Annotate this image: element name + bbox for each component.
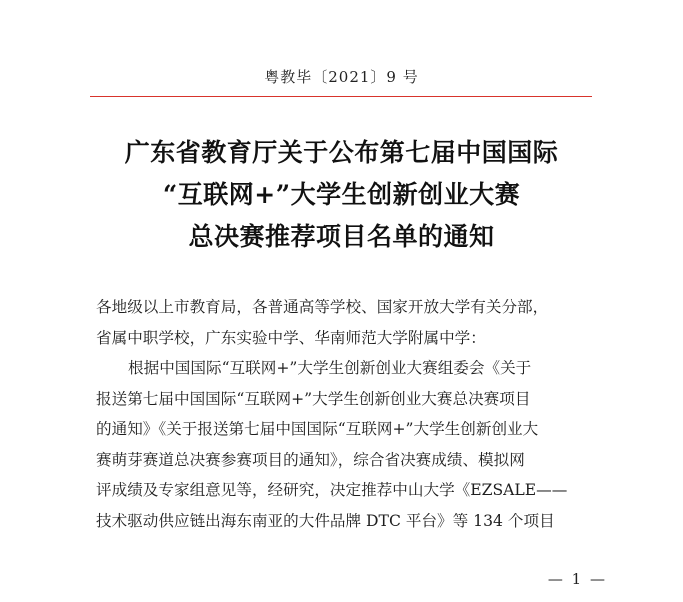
document-body (96, 292, 616, 536)
document-number: 粤教毕〔2021〕9 号 (264, 68, 419, 86)
red-header-rule (90, 96, 592, 97)
body-line-4: 赛萌芽赛道总决赛参赛项目的通知》，综合省决赛成绩、模拟网 (96, 450, 525, 469)
body-line-6: 技术驱动供应链出海东南亚的大件品牌 DTC 平台》等 134 个项目 (96, 511, 555, 530)
body-paragraph (96, 353, 616, 536)
salutation-line-1: 各地级以上市教育局，各普通高等学校、国家开放大学有关分部， (96, 298, 549, 316)
body-line-2: 报送第七届中国国际“互联网+”大学生创新创业大赛总决赛项目 (96, 389, 531, 408)
title-line-2: “互联网+”大学生创新创业大赛 (162, 180, 521, 209)
document-title (0, 132, 683, 258)
salutation-line-2: 省属中职学校，广东实验中学、华南师范大学附属中学： (96, 328, 486, 347)
salutation (96, 292, 616, 353)
body-line-3: 的通知》《关于报送第七届中国国际“互联网+”大学生创新创业大 (96, 420, 539, 438)
body-line-5: 评成绩及专家组意见等，经研究，决定推荐中山大学《EZSALE—— (96, 481, 568, 499)
page-number: — 1 — (547, 570, 607, 588)
body-line-1: 根据中国国际“互联网+”大学生创新创业大赛组委会《关于 (128, 359, 532, 377)
title-line-3: 总决赛推荐项目名单的通知 (188, 222, 495, 251)
title-line-1: 广东省教育厅关于公布第七届中国国际 (124, 138, 559, 167)
